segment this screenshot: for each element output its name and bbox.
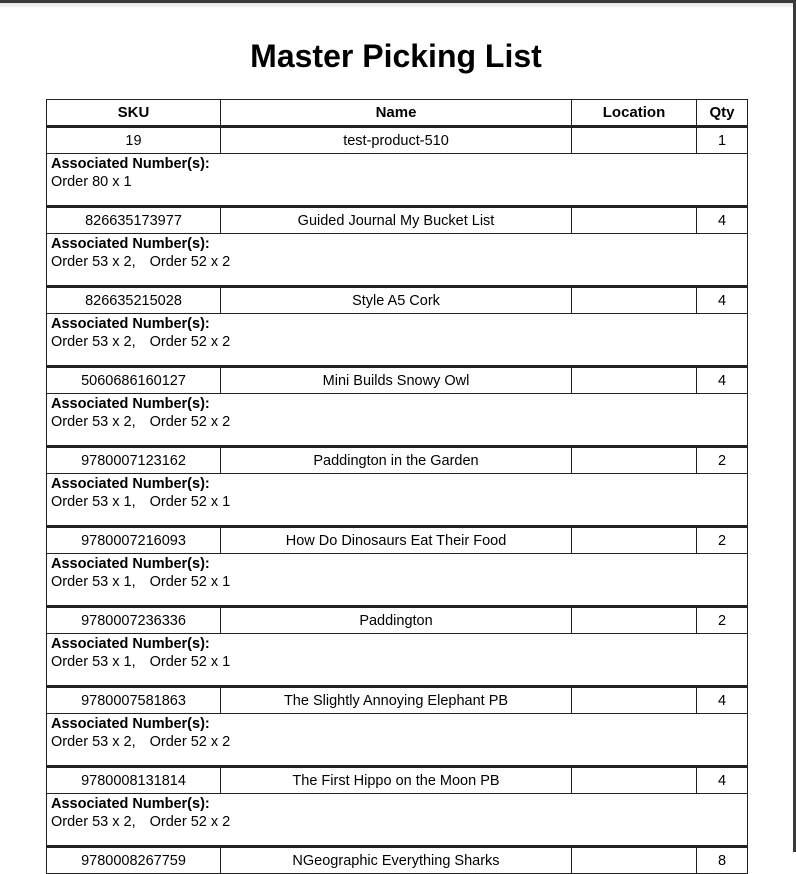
order-list — [51, 733, 743, 751]
qty-cell: 4 — [697, 367, 748, 394]
name-cell: test-product-510 — [221, 127, 572, 154]
order-reference: Order 52 x 2 — [149, 734, 231, 750]
table-row — [47, 287, 748, 314]
location-cell — [572, 767, 697, 794]
sku-cell: 9780007123162 — [47, 447, 221, 474]
column-header-name: Name — [221, 100, 572, 127]
qty-cell: 4 — [697, 207, 748, 234]
table-row — [47, 207, 748, 234]
associated-numbers-label: Associated Number(s): — [51, 476, 210, 492]
qty-cell: 8 — [697, 847, 748, 874]
qty-cell: 2 — [697, 527, 748, 554]
sku-cell: 19 — [47, 127, 221, 154]
sku-cell: 9780008131814 — [47, 767, 221, 794]
associated-numbers-label: Associated Number(s): — [51, 636, 210, 652]
order-reference: Order 80 x 1 — [51, 174, 132, 190]
order-reference: Order 52 x 1 — [149, 654, 231, 670]
qty-cell: 4 — [697, 687, 748, 714]
associated-numbers-label: Associated Number(s): — [51, 396, 210, 412]
order-reference: Order 52 x 2 — [149, 334, 231, 350]
order-reference: Order 52 x 1 — [149, 574, 231, 590]
name-cell: Mini Builds Snowy Owl — [221, 367, 572, 394]
order-reference: Order 53 x 2, — [51, 254, 136, 270]
order-reference: Order 53 x 2, — [51, 414, 136, 430]
table-body — [47, 127, 748, 874]
table-row — [47, 447, 748, 474]
sku-cell: 826635173977 — [47, 207, 221, 234]
order-list — [51, 413, 743, 431]
associated-numbers-row — [47, 634, 748, 687]
name-cell: The Slightly Annoying Elephant PB — [221, 687, 572, 714]
table-row — [47, 127, 748, 154]
associated-numbers-row — [47, 794, 748, 847]
location-cell — [572, 527, 697, 554]
qty-cell: 4 — [697, 767, 748, 794]
qty-cell: 2 — [697, 607, 748, 634]
name-cell: The First Hippo on the Moon PB — [221, 767, 572, 794]
associated-numbers-cell — [47, 794, 748, 847]
column-header-sku: SKU — [47, 100, 221, 127]
order-list — [51, 333, 743, 351]
order-reference: Order 52 x 1 — [149, 494, 231, 510]
location-cell — [572, 207, 697, 234]
column-header-qty: Qty — [697, 100, 748, 127]
order-reference: Order 53 x 2, — [51, 814, 136, 830]
order-list — [51, 813, 743, 831]
associated-numbers-label: Associated Number(s): — [51, 556, 210, 572]
associated-numbers-row — [47, 234, 748, 287]
order-reference: Order 53 x 1, — [51, 654, 136, 670]
associated-numbers-label: Associated Number(s): — [51, 796, 210, 812]
order-reference: Order 52 x 2 — [149, 814, 231, 830]
qty-cell: 1 — [697, 127, 748, 154]
table-row — [47, 527, 748, 554]
sku-cell: 9780007216093 — [47, 527, 221, 554]
table-row — [47, 687, 748, 714]
order-list — [51, 253, 743, 271]
name-cell: How Do Dinosaurs Eat Their Food — [221, 527, 572, 554]
associated-numbers-cell — [47, 474, 748, 527]
name-cell: Paddington in the Garden — [221, 447, 572, 474]
order-reference: Order 52 x 2 — [149, 254, 231, 270]
qty-cell: 2 — [697, 447, 748, 474]
table-row — [47, 847, 748, 874]
associated-numbers-label: Associated Number(s): — [51, 316, 210, 332]
qty-cell: 4 — [697, 287, 748, 314]
order-reference: Order 53 x 1, — [51, 494, 136, 510]
associated-numbers-label: Associated Number(s): — [51, 716, 210, 732]
name-cell: Guided Journal My Bucket List — [221, 207, 572, 234]
location-cell — [572, 607, 697, 634]
location-cell — [572, 847, 697, 874]
associated-numbers-row — [47, 474, 748, 527]
sku-cell: 9780008267759 — [47, 847, 221, 874]
location-cell — [572, 367, 697, 394]
associated-numbers-row — [47, 554, 748, 607]
table-row — [47, 367, 748, 394]
table-row — [47, 767, 748, 794]
associated-numbers-row — [47, 314, 748, 367]
location-cell — [572, 127, 697, 154]
page-title: Master Picking List — [250, 38, 542, 74]
name-cell: Paddington — [221, 607, 572, 634]
picking-list-table — [46, 99, 748, 874]
associated-numbers-cell — [47, 714, 748, 767]
order-reference: Order 53 x 1, — [51, 574, 136, 590]
location-cell — [572, 287, 697, 314]
name-cell: Style A5 Cork — [221, 287, 572, 314]
location-cell — [572, 447, 697, 474]
associated-numbers-label: Associated Number(s): — [51, 236, 210, 252]
page-shadow — [0, 3, 793, 9]
order-list — [51, 573, 743, 591]
sku-cell: 9780007236336 — [47, 607, 221, 634]
sku-cell: 826635215028 — [47, 287, 221, 314]
associated-numbers-row — [47, 154, 748, 207]
location-cell — [572, 687, 697, 714]
associated-numbers-cell — [47, 634, 748, 687]
name-cell: NGeographic Everything Sharks — [221, 847, 572, 874]
order-list — [51, 653, 743, 671]
associated-numbers-label: Associated Number(s): — [51, 156, 210, 172]
order-reference: Order 52 x 2 — [149, 414, 231, 430]
sku-cell: 9780007581863 — [47, 687, 221, 714]
order-list — [51, 493, 743, 511]
associated-numbers-row — [47, 714, 748, 767]
associated-numbers-cell — [47, 314, 748, 367]
order-reference: Order 53 x 2, — [51, 334, 136, 350]
table-header-row — [47, 100, 748, 127]
associated-numbers-cell — [47, 554, 748, 607]
associated-numbers-row — [47, 394, 748, 447]
order-reference: Order 53 x 2, — [51, 734, 136, 750]
order-list — [51, 173, 743, 191]
column-header-location: Location — [572, 100, 697, 127]
associated-numbers-cell — [47, 394, 748, 447]
table-row — [47, 607, 748, 634]
associated-numbers-cell — [47, 234, 748, 287]
sku-cell: 5060686160127 — [47, 367, 221, 394]
associated-numbers-cell — [47, 154, 748, 207]
